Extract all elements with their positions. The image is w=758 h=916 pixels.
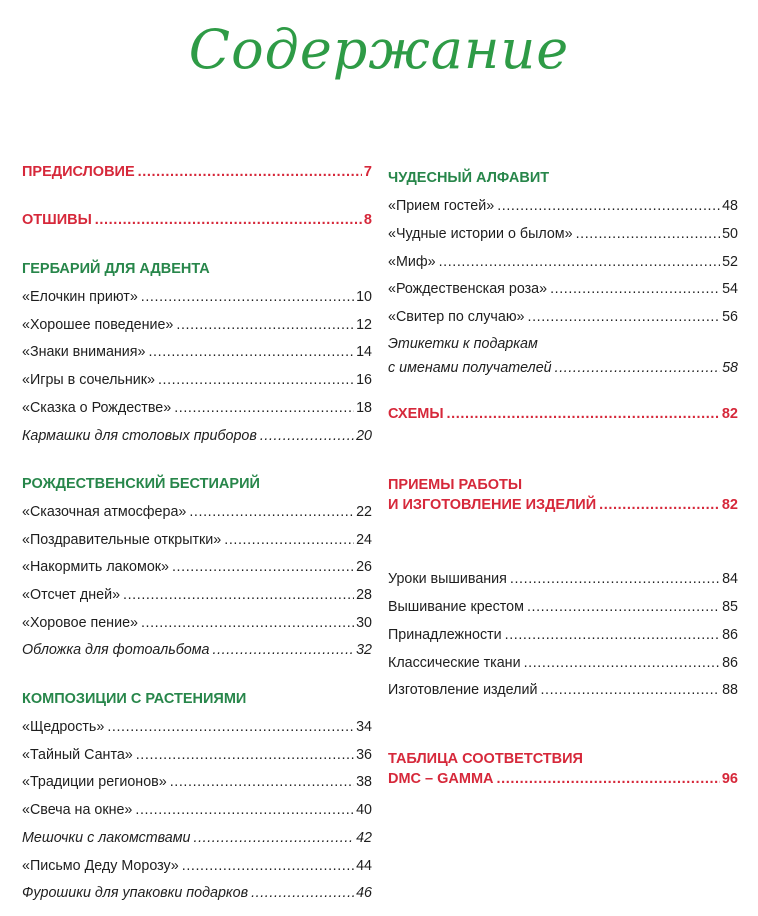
toc-entry[interactable] (388, 680, 738, 700)
entry-label: ПРЕДИСЛОВИЕ (22, 164, 135, 180)
entry-page: 7 (363, 164, 372, 180)
dot-leader (510, 569, 720, 589)
entry-page: 54 (722, 281, 738, 297)
toc-entry[interactable] (22, 640, 372, 660)
toc-entry[interactable] (22, 426, 372, 446)
entry-page: 30 (356, 615, 372, 631)
entry-label: «Прием гостей» (388, 198, 495, 214)
entry-label: «Накормить лакомок» (22, 559, 169, 575)
toc-entry[interactable] (22, 530, 372, 550)
toc-entry[interactable] (388, 569, 738, 589)
section-heading-herbarium: ГЕРБАРИЙ ДЛЯ АДВЕНТА (22, 261, 210, 277)
toc-entry[interactable] (22, 342, 372, 362)
toc-entry[interactable] (22, 800, 372, 820)
entry-page: 82 (721, 497, 738, 513)
entry-page: 26 (356, 559, 372, 575)
dot-leader (182, 856, 354, 876)
entry-label: «Сказка о Рождестве» (22, 400, 172, 416)
entry-label: Кармашки для столовых приборов (22, 428, 257, 444)
entry-page: 14 (356, 344, 372, 360)
entry-label: Принадлежности (388, 627, 502, 643)
dot-leader (189, 502, 354, 522)
toc-entry-table[interactable] (388, 769, 738, 789)
dot-leader (599, 495, 720, 515)
entry-page: 56 (722, 309, 738, 325)
dot-leader (251, 883, 354, 903)
entry-page: 16 (356, 372, 372, 388)
dot-leader (555, 358, 720, 378)
toc-entry[interactable] (388, 653, 738, 673)
entry-page: 8 (363, 212, 372, 228)
entry-page: 84 (722, 571, 738, 587)
entry-page: 42 (356, 830, 372, 846)
entry-page: 10 (356, 289, 372, 305)
toc-entry[interactable] (388, 597, 738, 617)
dot-leader (439, 252, 721, 272)
dot-leader (528, 307, 721, 327)
entry-label: «Отсчет дней» (22, 587, 121, 603)
toc-entry-schemes[interactable] (388, 404, 738, 424)
dot-leader (194, 828, 355, 848)
entry-label: «Традиции регионов» (22, 774, 167, 790)
entry-page: 48 (722, 198, 738, 214)
toc-entry[interactable] (22, 398, 372, 418)
dot-leader (540, 680, 720, 700)
dot-leader (497, 769, 720, 789)
dot-leader (527, 597, 720, 617)
dot-leader (176, 315, 354, 335)
dot-leader (123, 585, 354, 605)
entry-label: «Хорошее поведение» (22, 317, 174, 333)
dot-leader (138, 162, 362, 182)
entry-page: 36 (356, 747, 372, 763)
toc-entry[interactable] (388, 224, 738, 244)
dot-leader (172, 557, 354, 577)
toc-entry[interactable] (22, 370, 372, 390)
entry-page: 86 (722, 627, 738, 643)
toc-entry[interactable] (22, 502, 372, 522)
entry-page: 86 (722, 655, 738, 671)
toc-entry[interactable] (22, 315, 372, 335)
toc-entry[interactable] (22, 772, 372, 792)
toc-entry-reviews[interactable] (22, 210, 372, 230)
entry-label: Изготовление изделий (388, 682, 538, 698)
dot-leader (505, 625, 720, 645)
entry-page: 44 (356, 858, 372, 874)
dot-leader (135, 800, 354, 820)
entry-label: Вышивание крестом (388, 599, 524, 615)
entry-page: 58 (722, 360, 738, 376)
dot-leader (447, 404, 720, 424)
toc-entry[interactable] (22, 856, 372, 876)
entry-page: 34 (356, 719, 372, 735)
section-heading-table: ТАБЛИЦА СООТВЕТСТВИЯ (388, 751, 583, 767)
toc-entry[interactable] (388, 196, 738, 216)
toc-entry[interactable] (22, 883, 372, 903)
entry-page: 85 (722, 599, 738, 615)
entry-page: 40 (356, 802, 372, 818)
dot-leader (95, 210, 362, 230)
entry-page: 50 (722, 226, 738, 242)
entry-label: СХЕМЫ (388, 406, 444, 422)
dot-leader (213, 640, 355, 660)
entry-label: «Миф» (388, 254, 436, 270)
entry-label: «Сказочная атмосфера» (22, 504, 187, 520)
entry-label: DMC – GAMMA (388, 771, 494, 787)
section-heading-plants: КОМПОЗИЦИИ С РАСТЕНИЯМИ (22, 691, 247, 707)
dot-leader (260, 426, 354, 446)
section-heading-techniques: ПРИЕМЫ РАБОТЫ (388, 477, 523, 493)
dot-leader (148, 342, 354, 362)
entry-page: 18 (356, 400, 372, 416)
toc-entry[interactable] (22, 287, 372, 307)
entry-label: Фурошики для упаковки подарков (22, 885, 249, 901)
toc-entry[interactable] (388, 307, 738, 327)
toc-entry[interactable] (22, 717, 372, 737)
toc-entry[interactable] (388, 625, 738, 645)
dot-leader (170, 772, 354, 792)
dot-leader (141, 613, 354, 633)
entry-label: «Свитер по случаю» (388, 309, 525, 325)
entry-page: 82 (721, 406, 738, 422)
entry-label: Обложка для фотоальбома (22, 642, 210, 658)
toc-entry[interactable] (388, 358, 738, 378)
dot-leader (224, 530, 354, 550)
entry-page: 24 (356, 532, 372, 548)
entry-page: 12 (356, 317, 372, 333)
section-heading-alphabet: ЧУДЕСНЫЙ АЛФАВИТ (388, 170, 550, 186)
entry-label: «Елочкин приют» (22, 289, 138, 305)
toc-entry[interactable] (22, 585, 372, 605)
entry-page: 96 (721, 771, 738, 787)
dot-leader (136, 745, 354, 765)
dot-leader (158, 370, 354, 390)
entry-label: Уроки вышивания (388, 571, 507, 587)
entry-label: Классические ткани (388, 655, 521, 671)
dot-leader (107, 717, 354, 737)
entry-label: «Поздравительные открытки» (22, 532, 222, 548)
entry-label: «Игры в сочельник» (22, 372, 155, 388)
dot-leader (576, 224, 721, 244)
toc-entry[interactable] (22, 828, 372, 848)
dot-leader (174, 398, 354, 418)
entry-page: 52 (722, 254, 738, 270)
dot-leader (524, 653, 721, 673)
toc-entry[interactable] (388, 252, 738, 272)
dot-leader (550, 279, 720, 299)
entry-page: 46 (356, 885, 372, 901)
entry-label: Мешочки с лакомствами (22, 830, 191, 846)
entry-label: «Письмо Деду Морозу» (22, 858, 179, 874)
entry-label: «Чудные истории о былом» (388, 226, 573, 242)
entry-label: с именами получателей (388, 360, 552, 376)
entry-page: 38 (356, 774, 372, 790)
entry-page: 32 (356, 642, 372, 658)
entry-label: «Знаки внимания» (22, 344, 146, 360)
dot-leader (141, 287, 354, 307)
entry-page: 20 (356, 428, 372, 444)
dot-leader (497, 196, 720, 216)
entry-label: «Свеча на окне» (22, 802, 133, 818)
entry-page: 88 (722, 682, 738, 698)
entry-label: «Рождественская роза» (388, 281, 548, 297)
page-title: Содержание (188, 18, 570, 81)
section-heading-bestiary: РОЖДЕСТВЕНСКИЙ БЕСТИАРИЙ (22, 476, 260, 492)
toc-entry[interactable] (22, 745, 372, 765)
entry-label: ОТШИВЫ (22, 212, 92, 228)
toc-entry-preface[interactable] (22, 162, 372, 182)
toc-entry[interactable] (388, 279, 738, 299)
entry-label-line1: Этикетки к подаркам (388, 336, 538, 352)
toc-entry[interactable] (22, 613, 372, 633)
toc-entry-techniques[interactable] (388, 495, 738, 515)
entry-page: 22 (356, 504, 372, 520)
entry-label: «Хоровое пение» (22, 615, 138, 631)
entry-page: 28 (356, 587, 372, 603)
toc-entry[interactable] (22, 557, 372, 577)
entry-label: «Тайный Санта» (22, 747, 133, 763)
entry-label: «Щедрость» (22, 719, 105, 735)
entry-label: И ИЗГОТОВЛЕНИЕ ИЗДЕЛИЙ (388, 497, 597, 513)
